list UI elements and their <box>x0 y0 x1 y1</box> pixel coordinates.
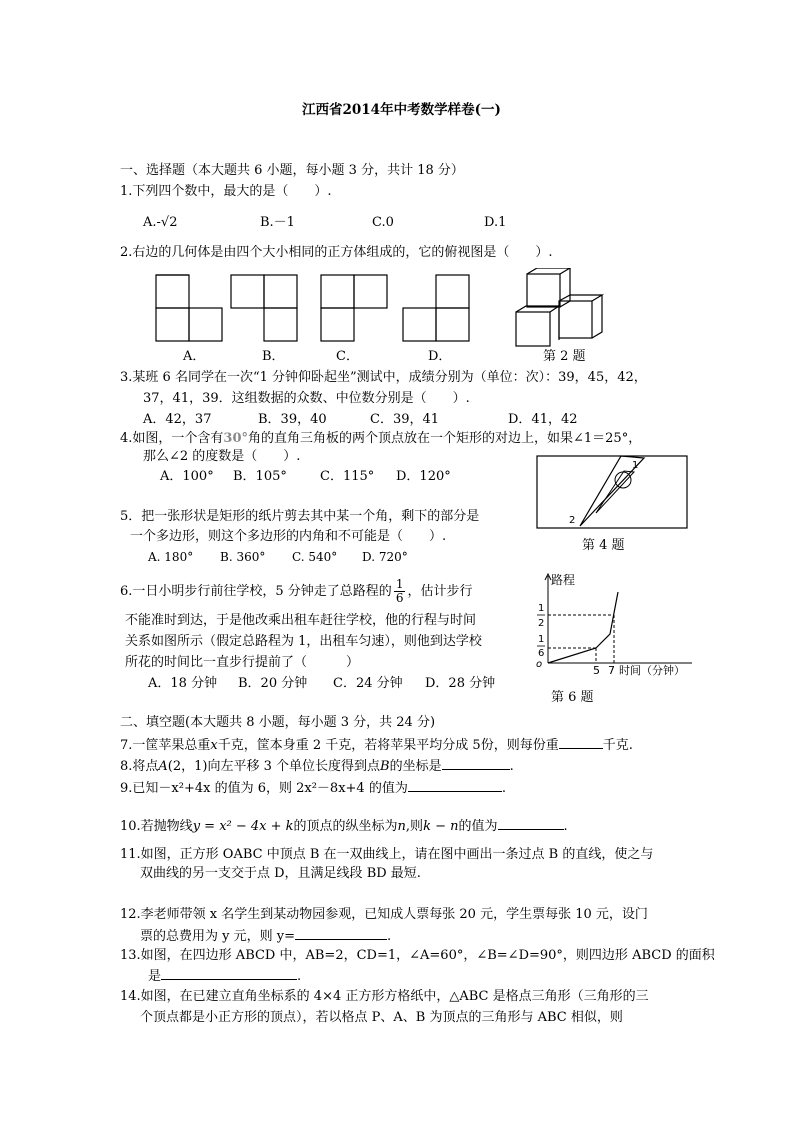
q7-part-a: 7.一筐苹果总重 <box>120 738 211 753</box>
q3-line1: 3.某班 6 名同学在一次“1 分钟仰卧起坐”测试中，成绩分别为（单位：次）：39，45，42， <box>120 370 647 385</box>
q2-option-d-figure <box>403 275 469 341</box>
q4-fig-label-2: 2 <box>569 515 576 526</box>
q10-expression-2: k − n <box>423 819 459 834</box>
q7-var-x: x <box>210 738 218 753</box>
q12-line2-b: . <box>386 929 392 944</box>
q2-figure-label: 第 2 题 <box>543 349 586 364</box>
q8-point-b: B <box>380 759 390 774</box>
q8-part-c: 的坐标是 <box>389 759 442 774</box>
q6-frac-num: 1 <box>395 577 404 591</box>
q12-line1: 12.李老师带领 x 名学生到某动物园参观，已知成人票每张 20 元，学生票每张 10 元，设门 <box>120 907 648 922</box>
q1-stem: 1.下列四个数中，最大的是（ ）. <box>120 184 332 199</box>
q2-solid-figure <box>516 268 602 346</box>
q6-tick-half-den: 2 <box>538 618 545 629</box>
q2-option-a-figure <box>156 275 222 341</box>
q10-part-c: ,则 <box>405 819 424 834</box>
q12-line2-a: 票的总费用为 y 元，则 y= <box>140 929 295 944</box>
q4-line1a: 4.如图，一个含有 <box>120 431 224 446</box>
q6-tick-x7: 7 <box>608 664 615 677</box>
q2-option-c: C． <box>336 349 359 364</box>
q10-var-n: n <box>397 819 406 834</box>
q6-graph-ylabel: 路程 <box>551 573 576 587</box>
q6-fraction <box>394 578 406 605</box>
q8-part-b: (2，1)向左平移 3 个单位长度得到点 <box>167 759 381 774</box>
q4-angle: 30° <box>223 431 248 446</box>
q8-part-a: 8.将点 <box>120 759 159 774</box>
q3-option-b: B．39，40 <box>258 412 327 427</box>
q2-option-c-figure <box>321 275 387 341</box>
q10-expression: y = x² − 4x + k <box>192 819 294 834</box>
q13-line1: 13.如图，在四边形 ABCD 中，AB=2，CD=1，∠A=60°，∠B=∠D=90°，则四边形 ABCD 的面积 <box>120 948 715 963</box>
q4-option-b: B．105° <box>233 469 287 484</box>
q2-option-b-figure <box>231 275 297 341</box>
q3-option-c: C．39，41 <box>370 412 440 427</box>
q8-point-a: A <box>158 759 168 774</box>
q9-answer-blank[interactable] <box>408 779 502 792</box>
q14-line2: 个顶点都是小正方形的顶点），若以格点 P、A、B 为顶点的三角形与 ABC 相似，则 <box>140 1010 623 1025</box>
q10-part-d: 的值为 <box>458 819 498 834</box>
q6-graph-origin: o <box>536 659 543 670</box>
q10 <box>120 817 568 835</box>
q6-option-c: C．24 分钟 <box>333 676 403 691</box>
q5-option-d: D. 720° <box>362 550 408 564</box>
q6-graph <box>532 568 704 678</box>
q12-line2 <box>140 927 391 945</box>
q4-option-d: D．120° <box>396 469 451 484</box>
q10-part-a: 10.若抛物线 <box>120 819 193 834</box>
q9-part-b: . <box>501 781 506 796</box>
q5-line1: 5．把一张形状是矩形的纸片剪去其中某一个角，剩下的部分是 <box>120 509 480 524</box>
q10-part-e: . <box>563 819 568 834</box>
q10-answer-blank[interactable] <box>498 817 564 830</box>
q6-option-a: A．18 分钟 <box>148 676 218 691</box>
q2-option-a: A． <box>183 349 206 364</box>
q1-option-c: C.0 <box>372 215 394 230</box>
section1-heading: 一、选择题（本大题共 6 小题，每小题 3 分，共计 18 分） <box>120 163 464 178</box>
q4-line1b: 角的直角三角板的两个顶点放在一个矩形的对边上，如果∠1＝25°， <box>248 431 642 446</box>
q9-part-a: 9.已知－x²+4x 的值为 6，则 2x²－8x+4 的值为 <box>120 781 408 796</box>
q3-option-d: D．41，42 <box>508 412 578 427</box>
q9 <box>120 779 506 797</box>
q13-line2-a: 是 <box>148 969 162 984</box>
q6-tick-x5: 5 <box>593 664 600 677</box>
q11-line1: 11.如图，正方形 OABC 中顶点 B 在一双曲线上，请在图中画出一条过点 B 的直线，使之与 <box>120 847 654 862</box>
q8 <box>120 757 514 775</box>
q8-answer-blank[interactable] <box>442 757 510 770</box>
page-title: 江西省2014年中考数学样卷(一) <box>302 102 501 118</box>
q6-line1 <box>120 577 472 607</box>
q4-line1 <box>120 431 641 447</box>
q6-line3: 关系如图所示（假定总路程为 1，出租车匀速），则他到达学校 <box>125 634 482 649</box>
q13-line2 <box>148 967 301 985</box>
q5-line2: 一个多边形，则这个多边形的内角和不可能是（ ）. <box>130 529 447 544</box>
q6-tick-sixth-num: 1 <box>538 634 545 645</box>
q6-path-line <box>548 592 618 663</box>
q13-line2-b: . <box>297 969 302 984</box>
q3-option-a: A．42，37 <box>143 412 212 427</box>
q2-option-d: D． <box>428 349 452 364</box>
q6-option-b: B．20 分钟 <box>238 676 308 691</box>
q6-line2: 不能准时到达，于是他改乘出租车赶往学校，他的行程与时间 <box>125 613 477 628</box>
q6-frac-den: 6 <box>395 591 404 605</box>
q6-line4: 所花的时间比一直步行提前了（ ） <box>125 655 360 670</box>
q1-option-d: D.1 <box>484 215 507 230</box>
q10-part-b: 的顶点的纵坐标为 <box>293 819 398 834</box>
q7 <box>120 736 633 754</box>
q2-figures <box>150 268 610 368</box>
q6-tick-1: 1 <box>538 603 545 614</box>
q6-line1b: ，估计步行 <box>407 584 473 599</box>
q8-part-d: . <box>509 759 514 774</box>
q6-line1a: 6.一日小明步行前往学校，5 分钟走了总路程的 <box>120 584 392 599</box>
q1-option-a: A.-√2 <box>143 215 178 230</box>
q7-part-c: 千克. <box>602 738 633 753</box>
q13-answer-blank[interactable] <box>161 967 297 980</box>
q4-line2: 那么∠2 的度数是（ ）. <box>143 449 301 464</box>
q6-figure-label: 第 6 题 <box>551 690 594 705</box>
q12-answer-blank[interactable] <box>295 927 387 940</box>
q6-tick-sixth-den: 6 <box>538 648 545 659</box>
q14-line1: 14.如图，在已建立直角坐标系的 4×4 正方形方格纸中，△ABC 是格点三角形（三角形的三 <box>120 989 649 1004</box>
q11-line2: 双曲线的另一支交于点 D，且满足线段 BD 最短. <box>140 866 421 881</box>
q6-graph-xlabel: 时间（分钟） <box>619 664 685 677</box>
q4-option-a: A．100° <box>160 469 214 484</box>
q7-part-b: 千克，筐本身重 2 千克，若将苹果平均分成 5份，则每份重 <box>217 738 559 753</box>
q4-option-c: C．115° <box>320 469 375 484</box>
section2-heading: 二、填空题(本大题共 8 小题，每小题 3 分，共 24 分) <box>120 715 436 730</box>
q1-option-b: B.－1 <box>260 215 295 230</box>
q2-stem: 2.右边的几何体是由四个大小相同的正方体组成的，它的俯视图是（ ）. <box>120 245 553 260</box>
q5-option-a: A. 180° <box>148 550 194 564</box>
q3-line2: 37，41，39．这组数据的众数、中位数分别是（ ）. <box>143 391 470 406</box>
q2-option-b: B． <box>262 349 285 364</box>
q6-option-d: D．28 分钟 <box>425 676 496 691</box>
q4-figure <box>536 453 688 533</box>
q7-answer-blank[interactable] <box>559 736 603 749</box>
q5-option-c: C. 540° <box>292 550 338 564</box>
q4-figure-label: 第 4 题 <box>582 538 625 553</box>
q5-option-b: B. 360° <box>220 550 266 564</box>
q4-fig-label-1: 1 <box>632 460 639 471</box>
